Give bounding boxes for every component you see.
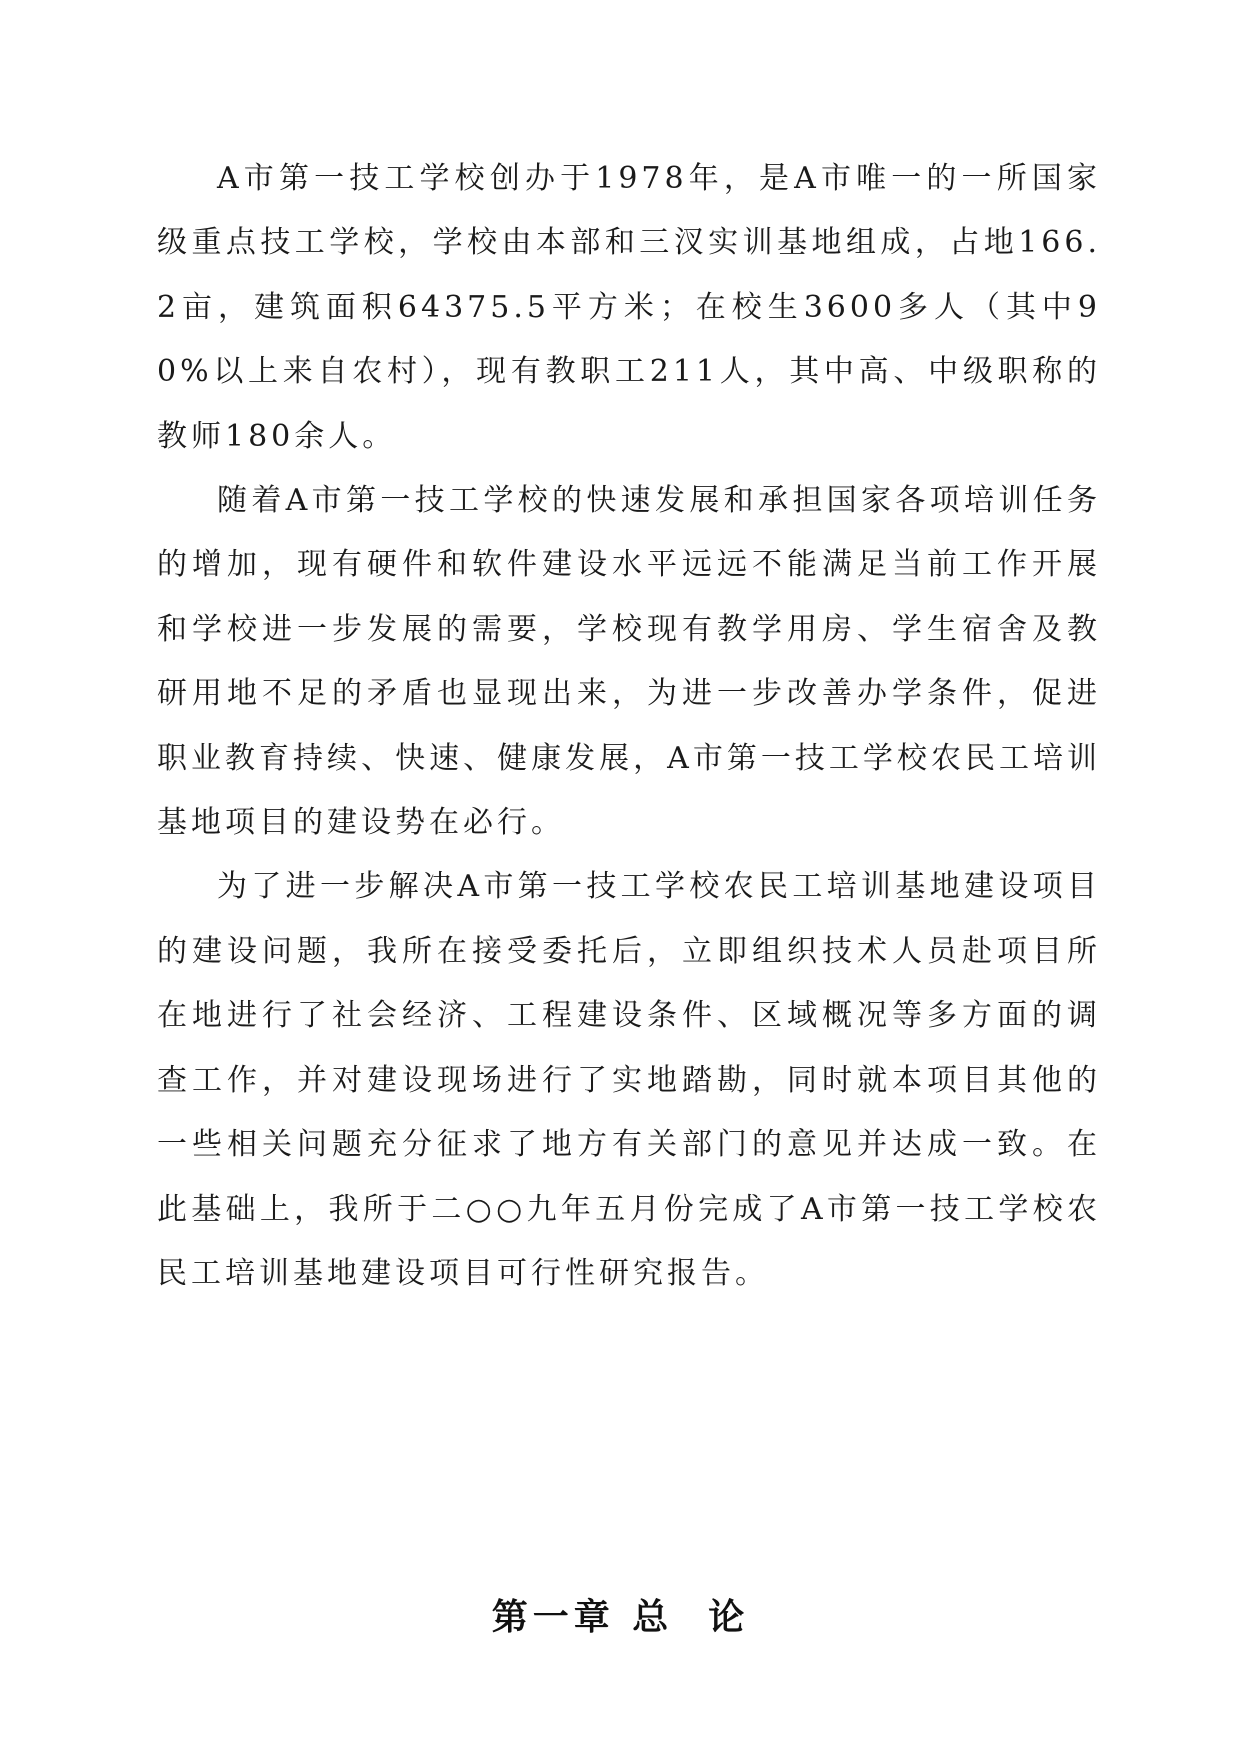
body-text — [157, 147, 1101, 1306]
chapter-title: 第一章 总 论 — [491, 1597, 750, 1638]
paragraph-development-need: 随着A市第一技工学校的快速发展和承担国家各项培训任务的增加，现有硬件和软件建设水平远远不能满足当前工作开展和学校进一步发展的需要，学校现有教学用房、学生宿舍及教研用地不足的矛盾也显现出来，为进一步改善办学条件，促进职业教育持续、快速、健康发展，A市第一技工学校农民工培训基地项目的建设势在必行。 — [157, 483, 1101, 841]
paragraph-school-overview: A市第一技工学校创办于1978年，是A市唯一的一所国家级重点技工学校，学校由本部和三汊实训基地组成，占地166.2亩，建筑面积64375.5平方米；在校生3600多人（其中90%以上来自农村），现有教职工211人，其中高、中级职称的教师180余人。 — [157, 161, 1101, 454]
paragraph-study-process: 为了进一步解决A市第一技工学校农民工培训基地建设项目的建设问题，我所在接受委托后，立即组织技术人员赴项目所在地进行了社会经济、工程建设条件、区域概况等多方面的调查工作，并对建设现场进行了实地踏勘，同时就本项目其他的一些相关问题充分征求了地方有关部门的意见并达成一致。在此基础上，我所于二○○九年五月份完成了A市第一技工学校农民工培训基地建设项目可行性研究报告。 — [157, 869, 1101, 1291]
